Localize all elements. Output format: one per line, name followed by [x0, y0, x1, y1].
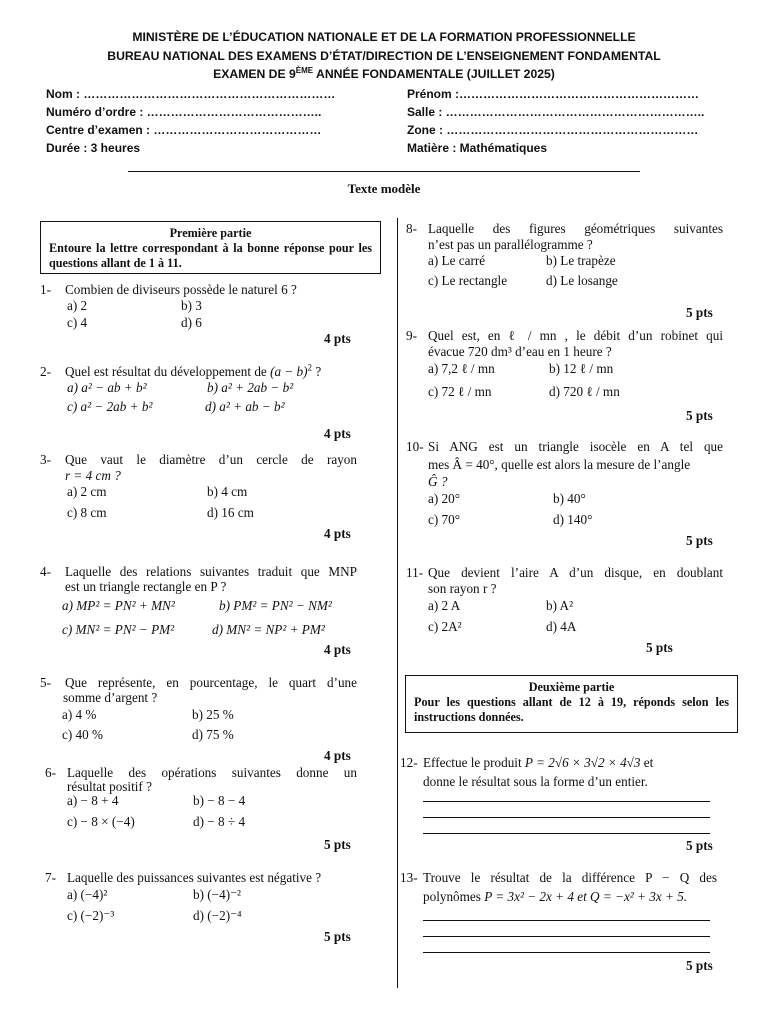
question-1-text: Combien de diviseurs possède le naturel 6 ?	[65, 282, 297, 297]
q11-option-a[interactable]: a) 2 A	[428, 598, 461, 613]
q11-option-d[interactable]: d) 4A	[546, 619, 577, 634]
column-divider	[397, 218, 398, 988]
q5-points: 4 pts	[324, 748, 351, 763]
question-10-text-line2: mes Â = 40°, quelle est alors la mesure de l’angle	[428, 457, 691, 472]
question-12-number: 12-	[400, 755, 418, 770]
question-4-number: 4-	[40, 564, 51, 579]
q3-option-a[interactable]: a) 2 cm	[67, 484, 107, 499]
field-duree: Durée : 3 heures	[46, 141, 141, 155]
q8-option-d[interactable]: d) Le losange	[546, 273, 618, 288]
question-8-text-line2: n’est pas un parallélogramme ?	[428, 237, 593, 252]
q8-points: 5 pts	[686, 305, 713, 320]
q12-answer-line-1[interactable]	[423, 801, 710, 802]
field-matiere: Matière : Mathématiques	[407, 141, 548, 155]
q1-option-b[interactable]: b) 3	[181, 298, 202, 313]
q2-points: 4 pts	[324, 426, 351, 441]
q7-option-a[interactable]: a) (−4)²	[67, 887, 108, 902]
q5-option-a[interactable]: a) 4 %	[62, 707, 97, 722]
question-10-text: Si ANG est un triangle isocèle en A tel que	[428, 439, 723, 454]
question-9-text-line2: évacue 720 dm³ d’eau en 1 heure ?	[428, 344, 612, 359]
field-salle: Salle : ………………………………………………………..	[407, 105, 705, 119]
q2-option-c[interactable]: c) a² − 2ab + b²	[67, 399, 153, 414]
q1-option-d[interactable]: d) 6	[181, 315, 202, 330]
question-9-number: 9-	[406, 328, 417, 343]
document-title: Texte modèle	[347, 181, 421, 196]
header-divider	[128, 171, 640, 172]
q9-option-b[interactable]: b) 12 ℓ / mn	[549, 361, 614, 376]
q3-option-c[interactable]: c) 8 cm	[67, 505, 107, 520]
q5-option-c[interactable]: c) 40 %	[62, 727, 104, 742]
exam-heading	[0, 67, 768, 81]
field-nom: Nom : ………………………………………………………	[46, 87, 336, 101]
question-5-text: Que représente, en pourcentage, le quart d’une	[65, 675, 357, 690]
question-6-text: Laquelle des opérations suivantes donne un	[67, 765, 357, 780]
q11-option-c[interactable]: c) 2A²	[428, 619, 462, 634]
q5-option-b[interactable]: b) 25 %	[192, 707, 234, 722]
q10-option-b[interactable]: b) 40°	[553, 491, 586, 506]
q10-option-a[interactable]: a) 20°	[428, 491, 461, 506]
question-11-text-line2: son rayon r ?	[428, 581, 497, 596]
question-12-text-pre: Effectue le produit	[423, 755, 525, 770]
q6-points: 5 pts	[324, 837, 351, 852]
q8-option-b[interactable]: b) Le trapèze	[546, 253, 616, 268]
question-13-text-line2	[423, 889, 687, 905]
field-prenom: Prénom :……………………………………………………	[407, 87, 700, 101]
question-2-number: 2-	[40, 364, 51, 379]
part2-title: Deuxième partie	[528, 680, 615, 694]
field-centre: Centre d’examen : ……………………………………	[46, 123, 322, 137]
q9-option-d[interactable]: d) 720 ℓ / mn	[549, 384, 620, 399]
question-8-number: 8-	[406, 221, 417, 236]
q10-points: 5 pts	[686, 533, 713, 548]
q9-option-a[interactable]: a) 7,2 ℓ / mn	[428, 361, 495, 376]
q3-option-d[interactable]: d) 16 cm	[207, 505, 254, 520]
question-11-text: Que devient l’aire A d’un disque, en doublant	[428, 565, 723, 580]
q11-option-b[interactable]: b) A²	[546, 598, 574, 613]
question-3-number: 3-	[40, 452, 51, 467]
q4-option-c[interactable]: c) MN² = PN² − PM²	[62, 622, 175, 637]
part1-box	[40, 221, 381, 274]
question-8-text: Laquelle des figures géométriques suivantes	[428, 221, 723, 236]
q13-points: 5 pts	[686, 958, 713, 973]
field-zone: Zone : ………………………………………………………	[407, 123, 699, 137]
q2-option-b[interactable]: b) a² + 2ab − b²	[207, 380, 294, 395]
exam-heading-suffix: ANNÉE FONDAMENTALE (JUILLET 2025)	[313, 67, 555, 81]
q13-answer-line-1[interactable]	[423, 920, 710, 921]
q5-option-d[interactable]: d) 75 %	[192, 727, 234, 742]
q9-option-c[interactable]: c) 72 ℓ / mn	[428, 384, 492, 399]
part1-title: Première partie	[169, 226, 252, 240]
exam-heading-sup: ÈME	[295, 65, 314, 75]
q12-answer-line-3[interactable]	[423, 833, 710, 834]
q12-points: 5 pts	[686, 838, 713, 853]
question-13-text: Trouve le résultat de la différence P − Q des	[423, 870, 717, 885]
q10-option-d[interactable]: d) 140°	[553, 512, 593, 527]
question-3-text-line2: r = 4 cm ?	[65, 468, 121, 483]
q6-option-c[interactable]: c) − 8 × (−4)	[67, 814, 135, 829]
q8-option-c[interactable]: c) Le rectangle	[428, 273, 508, 288]
q4-option-b[interactable]: b) PM² = PN² − NM²	[219, 598, 332, 613]
exam-heading-prefix: EXAMEN DE 9	[213, 67, 296, 81]
question-13-text2-pre: polynômes	[423, 889, 485, 904]
question-2-expr: (a − b)	[270, 364, 308, 379]
q4-option-a[interactable]: a) MP² = PN² + MN²	[62, 598, 175, 613]
question-5-text-line2: somme d’argent ?	[63, 690, 158, 705]
question-6-number: 6-	[45, 765, 56, 780]
q6-option-b[interactable]: b) − 8 − 4	[193, 793, 246, 808]
q6-option-a[interactable]: a) − 8 + 4	[67, 793, 119, 808]
q6-option-d[interactable]: d) − 8 ÷ 4	[193, 814, 246, 829]
question-11-number: 11-	[406, 565, 424, 580]
q8-option-a[interactable]: a) Le carré	[428, 253, 486, 268]
question-10-number: 10-	[406, 439, 424, 454]
q1-points: 4 pts	[324, 331, 351, 346]
question-12-text-line2: donne le résultat sous la forme d’un entier.	[423, 774, 648, 789]
q11-points: 5 pts	[646, 640, 673, 655]
question-13-expr: P = 3x² − 2x + 4 et Q = −x² + 3x + 5.	[484, 889, 688, 904]
q1-option-c[interactable]: c) 4	[67, 315, 88, 330]
part1-instructions: Entoure la lettre correspondant à la bonne réponse pour les questions allant de 1 à 11.	[49, 241, 372, 270]
q7-option-c[interactable]: c) (−2)⁻³	[67, 908, 115, 923]
q4-option-d[interactable]: d) MN² = NP² + PM²	[212, 622, 325, 637]
question-13-number: 13-	[400, 870, 418, 885]
question-1-number: 1-	[40, 282, 51, 297]
question-2-text-post: ?	[312, 364, 322, 379]
question-3-text: Que vaut le diamètre d’un cercle de rayon	[65, 452, 357, 467]
q7-points: 5 pts	[324, 929, 351, 944]
q10-option-c[interactable]: c) 70°	[428, 512, 461, 527]
question-4-text-line2: est un triangle rectangle en P ?	[65, 579, 227, 594]
question-7-text: Laquelle des puissances suivantes est négative ?	[67, 870, 322, 885]
q1-option-a[interactable]: a) 2	[67, 298, 88, 313]
q4-points: 4 pts	[324, 642, 351, 657]
bureau-heading: BUREAU NATIONAL DES EXAMENS D’ÉTAT/DIRECTION DE L’ENSEIGNEMENT FONDAMENTAL	[107, 49, 661, 63]
question-2-text	[65, 364, 365, 380]
question-5-number: 5-	[40, 675, 51, 690]
q9-points: 5 pts	[686, 408, 713, 423]
q13-answer-line-2[interactable]	[423, 936, 710, 937]
question-10-text-line3: Ĝ ?	[428, 474, 448, 489]
q3-points: 4 pts	[324, 526, 351, 541]
question-12-expr: P = 2√6 × 3√2 × 4√3	[524, 755, 641, 770]
question-6-text-line2: résultat positif ?	[67, 779, 152, 794]
question-2-exponent: 2	[307, 362, 313, 373]
question-12-text-post: et	[640, 755, 654, 770]
part2-box	[405, 675, 738, 733]
question-4-text: Laquelle des relations suivantes traduit que MNP	[65, 564, 357, 579]
question-12-text	[423, 755, 653, 771]
field-numero: Numéro d’ordre : ……………………………………..	[46, 105, 322, 119]
q2-option-a[interactable]: a) a² − ab + b²	[67, 380, 147, 395]
q3-option-b[interactable]: b) 4 cm	[207, 484, 248, 499]
part2-instructions: Pour les questions allant de 12 à 19, réponds selon les instructions données.	[414, 695, 729, 724]
question-7-number: 7-	[45, 870, 56, 885]
ministry-heading: MINISTÈRE DE L’ÉDUCATION NATIONALE ET DE LA FORMATION PROFESSIONNELLE	[132, 30, 636, 44]
q7-option-b[interactable]: b) (−4)⁻²	[193, 887, 242, 902]
q2-option-d[interactable]: d) a² + ab − b²	[205, 399, 285, 414]
q13-answer-line-3[interactable]	[423, 952, 710, 953]
question-2-text-pre: Quel est résultat du développement de	[65, 364, 271, 379]
question-9-text: Quel est, en ℓ / mn , le débit d’un robinet qui	[428, 328, 723, 343]
q7-option-d[interactable]: d) (−2)⁻⁴	[193, 908, 242, 923]
q12-answer-line-2[interactable]	[423, 817, 710, 818]
